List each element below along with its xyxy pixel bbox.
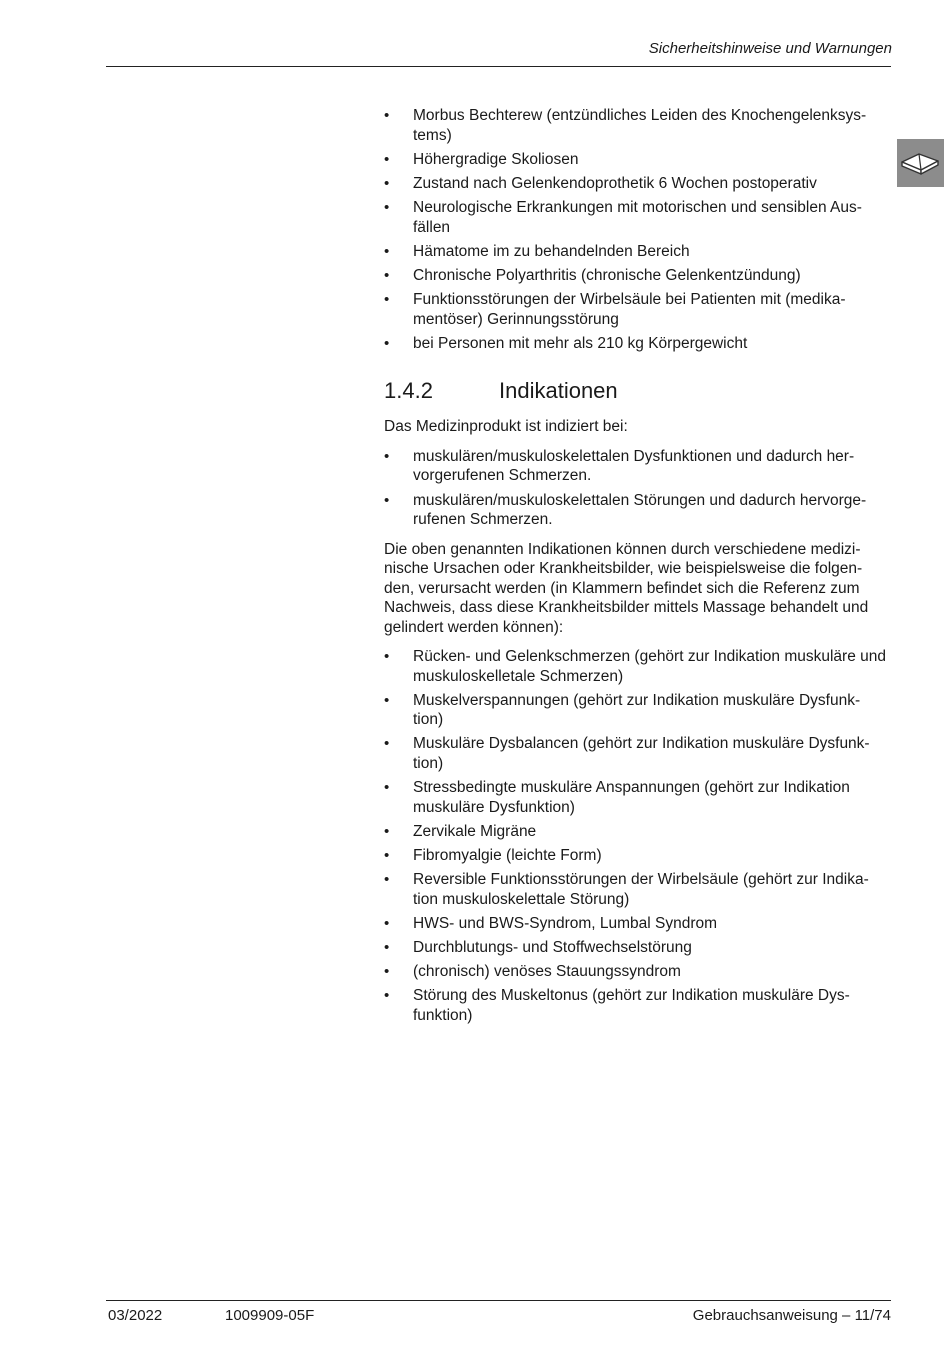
list-item: • Muskelverspannungen (gehört zur Indikation muskuläre Dysfunk- tion)	[384, 691, 892, 730]
list-item: • HWS- und BWS-Syndrom, Lumbal Syndrom	[384, 914, 892, 934]
list-item: • Morbus Bechterew (entzündliches Leiden des Knochengelenksys- tems)	[384, 106, 892, 145]
list-item: • Durchblutungs- und Stoffwechselstörung	[384, 938, 892, 958]
list-item: • Zervikale Migräne	[384, 822, 892, 842]
list-item: • Hämatome im zu behandelnden Bereich	[384, 242, 892, 262]
list-item: • muskulären/muskuloskelettalen Dysfunktionen und dadurch her- vorgerufenen Schmerzen.	[384, 447, 892, 486]
section-paragraph: Die oben genannten Indikationen können durch verschiedene medizi- nische Ursachen oder Krankheitsbilder, wie beispielsweise die folgen- den, verursacht werden (in Klammern befindet sich die Referenz zum Nachweis, dass diese Krankheitsbilder mittels Massage behandelt und gelindert werden können):	[384, 540, 869, 636]
section-heading	[384, 377, 892, 405]
header-divider	[106, 66, 891, 67]
list-item: • muskulären/muskuloskelettalen Störungen und dadurch hervorge- rufenen Schmerzen.	[384, 491, 892, 530]
list-item: • Muskuläre Dysbalancen (gehört zur Indikation muskuläre Dysfunk- tion)	[384, 734, 892, 773]
list-item: • Höhergradige Skoliosen	[384, 150, 892, 170]
indications-list	[384, 447, 892, 530]
footer-divider	[106, 1300, 891, 1301]
list-item: • bei Personen mit mehr als 210 kg Körpergewicht	[384, 334, 892, 354]
footer-date: 03/2022	[108, 1307, 163, 1324]
list-item: • Rücken- und Gelenkschmerzen (gehört zur Indikation muskuläre und muskuloskelletale Schmerzen)	[384, 647, 892, 686]
list-item: • Neurologische Erkrankungen mit motorischen und sensiblen Aus- fällen	[384, 198, 892, 237]
list-item: • Fibromyalgie (leichte Form)	[384, 846, 892, 866]
footer-page-label: Gebrauchsanweisung – 11/74	[692, 1307, 891, 1324]
contraindications-list	[384, 106, 892, 353]
list-item: • Funktionsstörungen der Wirbelsäule bei Patienten mit (medika- mentöser) Gerinnungsstörung	[384, 290, 892, 329]
section-number: 1.4.2	[384, 378, 433, 404]
list-item: • (chronisch) venöses Stauungssyndrom	[384, 962, 892, 982]
footer-doc-number: 1009909-05F	[225, 1307, 315, 1324]
header-title: Sicherheitshinweise und Warnungen	[648, 40, 892, 57]
section-title: Indikationen	[499, 378, 618, 404]
main-content	[384, 104, 892, 1030]
list-item: • Reversible Funktionsstörungen der Wirbelsäule (gehört zur Indika- tion muskuloskelettale Störung)	[384, 870, 892, 909]
section-intro: Das Medizinprodukt ist indiziert bei:	[384, 418, 628, 436]
conditions-list	[384, 647, 892, 1025]
chapter-tab[interactable]	[897, 139, 944, 187]
list-item: • Zustand nach Gelenkendoprothetik 6 Wochen postoperativ	[384, 174, 892, 194]
open-book-icon	[897, 139, 944, 187]
list-item: • Störung des Muskeltonus (gehört zur Indikation muskuläre Dys- funktion)	[384, 986, 892, 1025]
list-item: • Stressbedingte muskuläre Anspannungen (gehört zur Indikation muskuläre Dysfunktion)	[384, 778, 892, 817]
list-item: • Chronische Polyarthritis (chronische Gelenkentzündung)	[384, 266, 892, 286]
